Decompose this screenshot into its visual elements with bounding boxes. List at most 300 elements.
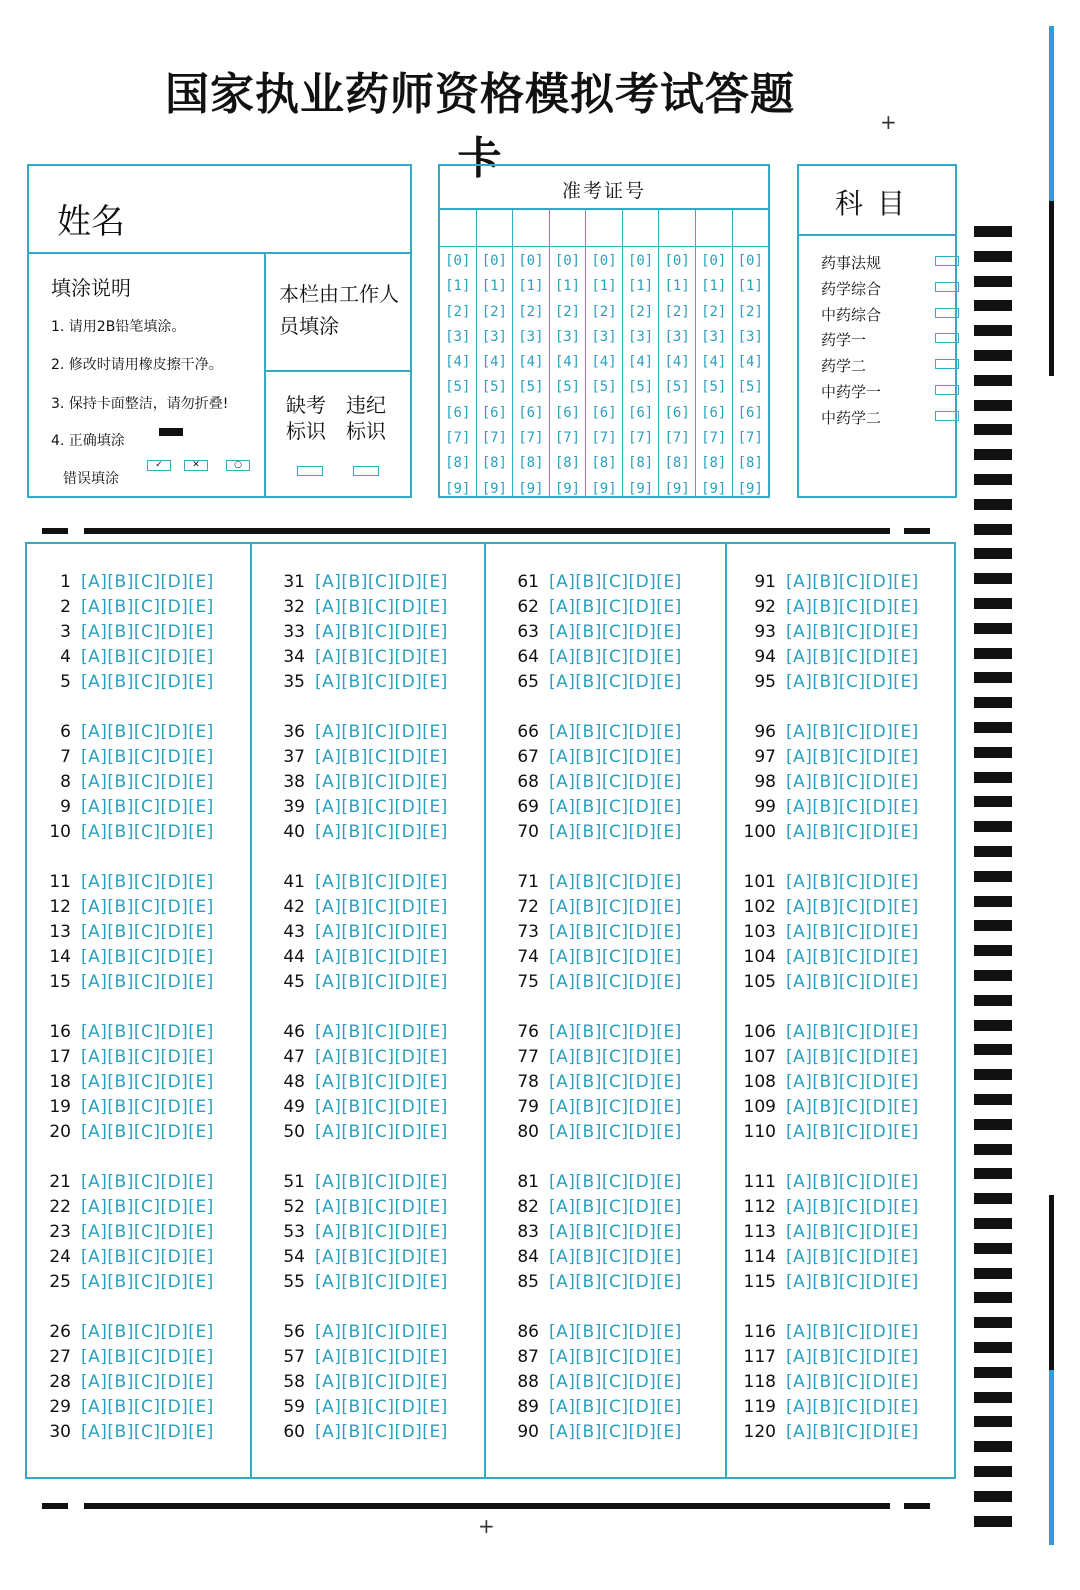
- edge-stripe: [1049, 201, 1054, 376]
- admission-digit-bubble[interactable]: [2]: [518, 303, 544, 320]
- admission-write-cell[interactable]: [623, 208, 659, 247]
- question-number: 19: [49, 1097, 71, 1117]
- wrong-fill-label: 错误填涂: [63, 471, 119, 487]
- answer-options[interactable]: [A][B][C][D][E]: [315, 1197, 448, 1217]
- admission-digit-bubble[interactable]: [4]: [554, 354, 581, 371]
- admission-digit-bubble[interactable]: [4]: [701, 354, 727, 371]
- answer-options[interactable]: [A][B][C][D][E]: [315, 672, 448, 692]
- admission-digit-bubble[interactable]: [2]: [627, 303, 654, 320]
- admission-digit-bubble[interactable]: [8]: [445, 455, 471, 472]
- admission-digit-bubble[interactable]: [6]: [591, 404, 617, 421]
- admission-digit-bubble[interactable]: [5]: [445, 379, 471, 396]
- answer-options[interactable]: [A][B][C][D][E]: [549, 922, 682, 942]
- answer-options[interactable]: [A][B][C][D][E]: [786, 1247, 919, 1267]
- admission-digit-bubble[interactable]: [6]: [481, 404, 507, 421]
- answer-options[interactable]: [A][B][C][D][E]: [786, 622, 919, 642]
- answer-options[interactable]: [A][B][C][D][E]: [315, 1022, 448, 1042]
- answer-options[interactable]: [A][B][C][D][E]: [786, 672, 919, 692]
- answer-options[interactable]: [A][B][C][D][E]: [549, 572, 682, 592]
- timing-mark: [974, 747, 1012, 758]
- answer-options[interactable]: [A][B][C][D][E]: [315, 1097, 448, 1117]
- subject-option[interactable]: [821, 355, 866, 376]
- admission-digit-bubble[interactable]: [1]: [481, 278, 507, 295]
- answer-options[interactable]: [A][B][C][D][E]: [315, 572, 448, 592]
- answer-options[interactable]: [A][B][C][D][E]: [786, 1072, 919, 1092]
- admission-digit-bubble[interactable]: [2]: [701, 303, 727, 320]
- answer-options[interactable]: [A][B][C][D][E]: [786, 1197, 919, 1217]
- admission-digit-column: [696, 208, 733, 496]
- admission-digit-bubble[interactable]: [2]: [554, 303, 581, 320]
- answer-options[interactable]: [A][B][C][D][E]: [315, 722, 448, 742]
- admission-digit-bubble[interactable]: [7]: [518, 430, 544, 447]
- question-number: 13: [49, 922, 71, 942]
- answer-options[interactable]: [A][B][C][D][E]: [786, 747, 919, 767]
- answer-options[interactable]: [A][B][C][D][E]: [549, 1347, 682, 1367]
- subject-option[interactable]: [821, 407, 881, 428]
- admission-digit-bubble[interactable]: [6]: [737, 404, 763, 421]
- subject-option[interactable]: [821, 329, 866, 350]
- admission-digit-bubble[interactable]: [8]: [701, 455, 727, 472]
- answer-options[interactable]: [A][B][C][D][E]: [315, 1372, 448, 1392]
- timing-mark: [974, 1119, 1012, 1130]
- answer-options[interactable]: [A][B][C][D][E]: [315, 1247, 448, 1267]
- answer-options[interactable]: [A][B][C][D][E]: [81, 647, 214, 667]
- admission-digit-bubble[interactable]: [2]: [664, 303, 690, 320]
- question-number: 43: [283, 922, 305, 942]
- question-row: [503, 647, 682, 667]
- answer-options[interactable]: [A][B][C][D][E]: [549, 672, 682, 692]
- question-number: 111: [743, 1172, 776, 1192]
- answer-options[interactable]: [A][B][C][D][E]: [315, 1122, 448, 1142]
- answer-options[interactable]: [A][B][C][D][E]: [786, 1372, 919, 1392]
- answer-options[interactable]: [A][B][C][D][E]: [786, 1322, 919, 1342]
- question-number: 51: [283, 1172, 305, 1192]
- admission-digit-bubble[interactable]: [3]: [664, 328, 690, 345]
- question-row: [269, 1072, 448, 1092]
- question-number: 65: [517, 672, 539, 692]
- question-number: 104: [743, 947, 776, 967]
- admission-digit-bubble[interactable]: [4]: [445, 354, 471, 371]
- admission-digit-bubble[interactable]: [2]: [591, 303, 617, 320]
- answer-options[interactable]: [A][B][C][D][E]: [81, 747, 214, 767]
- admission-digit-bubble[interactable]: [1]: [627, 278, 654, 295]
- admission-digit-bubble[interactable]: [5]: [518, 379, 544, 396]
- timing-mark: [974, 1144, 1012, 1155]
- answer-options[interactable]: [A][B][C][D][E]: [786, 822, 919, 842]
- answer-options[interactable]: [A][B][C][D][E]: [549, 1097, 682, 1117]
- question-row: [269, 1172, 448, 1192]
- admission-digit-bubble[interactable]: [1]: [554, 278, 581, 295]
- admission-digit-bubble[interactable]: [9]: [591, 480, 617, 497]
- answer-options[interactable]: [A][B][C][D][E]: [315, 1422, 448, 1442]
- answer-options[interactable]: [A][B][C][D][E]: [786, 1222, 919, 1242]
- answer-options[interactable]: [A][B][C][D][E]: [81, 1272, 214, 1292]
- admission-digit-bubble[interactable]: [0]: [591, 253, 617, 269]
- admission-digit-bubble[interactable]: [8]: [554, 455, 581, 472]
- answer-options[interactable]: [A][B][C][D][E]: [81, 622, 214, 642]
- admission-write-cell[interactable]: [513, 208, 549, 247]
- answer-options[interactable]: [A][B][C][D][E]: [81, 1347, 214, 1367]
- answer-options[interactable]: [A][B][C][D][E]: [549, 1322, 682, 1342]
- question-row: [269, 622, 448, 642]
- admission-write-cell[interactable]: [696, 208, 732, 247]
- admission-digit-bubble[interactable]: [0]: [445, 253, 471, 269]
- admission-digit-bubble[interactable]: [4]: [481, 354, 507, 371]
- admission-digit-bubble[interactable]: [9]: [481, 480, 507, 497]
- admission-digit-bubble[interactable]: [3]: [518, 328, 544, 345]
- answer-options[interactable]: [A][B][C][D][E]: [549, 597, 682, 617]
- answer-options[interactable]: [A][B][C][D][E]: [786, 772, 919, 792]
- answer-options[interactable]: [A][B][C][D][E]: [549, 1422, 682, 1442]
- admission-digit-bubble[interactable]: [0]: [701, 253, 727, 269]
- answer-options[interactable]: [A][B][C][D][E]: [549, 747, 682, 767]
- question-row: [35, 1322, 214, 1342]
- answer-options[interactable]: [A][B][C][D][E]: [315, 897, 448, 917]
- answer-options[interactable]: [A][B][C][D][E]: [786, 1047, 919, 1067]
- answer-options[interactable]: [A][B][C][D][E]: [81, 1247, 214, 1267]
- admission-digit-bubble[interactable]: [0]: [481, 253, 507, 269]
- answer-options[interactable]: [A][B][C][D][E]: [81, 922, 214, 942]
- admission-digit-bubble[interactable]: [8]: [664, 455, 690, 472]
- question-number: 1: [60, 572, 71, 592]
- answer-options[interactable]: [A][B][C][D][E]: [786, 1272, 919, 1292]
- timing-mark: [974, 920, 1012, 931]
- answer-options[interactable]: [A][B][C][D][E]: [81, 672, 214, 692]
- admission-digit-bubble[interactable]: [3]: [591, 328, 617, 345]
- answer-options[interactable]: [A][B][C][D][E]: [81, 1322, 214, 1342]
- answer-options[interactable]: [A][B][C][D][E]: [81, 1422, 214, 1442]
- answer-options[interactable]: [A][B][C][D][E]: [549, 1272, 682, 1292]
- admission-digit-bubble[interactable]: [7]: [627, 430, 654, 447]
- question-row: [269, 1322, 448, 1342]
- admission-digit-bubble[interactable]: [9]: [554, 480, 581, 497]
- admission-digit-bubble[interactable]: [9]: [701, 480, 727, 497]
- answer-options[interactable]: [A][B][C][D][E]: [549, 1197, 682, 1217]
- answer-options[interactable]: [A][B][C][D][E]: [786, 1022, 919, 1042]
- answer-options[interactable]: [A][B][C][D][E]: [315, 922, 448, 942]
- answer-options[interactable]: [A][B][C][D][E]: [549, 797, 682, 817]
- question-number: 68: [517, 772, 539, 792]
- question-row: [35, 797, 214, 817]
- answer-options[interactable]: [A][B][C][D][E]: [81, 947, 214, 967]
- answer-options[interactable]: [A][B][C][D][E]: [786, 972, 919, 992]
- answer-options[interactable]: [A][B][C][D][E]: [81, 797, 214, 817]
- admission-digit-bubble[interactable]: [9]: [627, 480, 654, 497]
- admission-digit-bubble[interactable]: [1]: [737, 278, 763, 295]
- admission-digit-bubble[interactable]: [3]: [701, 328, 727, 345]
- answer-options[interactable]: [A][B][C][D][E]: [315, 797, 448, 817]
- answer-options[interactable]: [A][B][C][D][E]: [786, 1172, 919, 1192]
- timing-mark: [974, 300, 1012, 311]
- answer-options[interactable]: [A][B][C][D][E]: [315, 1322, 448, 1342]
- subject-option[interactable]: [821, 252, 881, 273]
- question-row: [269, 872, 448, 892]
- admission-digit-bubble[interactable]: [0]: [554, 253, 581, 269]
- admission-digit-bubble[interactable]: [1]: [701, 278, 727, 295]
- answer-options[interactable]: [A][B][C][D][E]: [786, 1122, 919, 1142]
- admission-digit-bubble[interactable]: [6]: [627, 404, 654, 421]
- question-number: 31: [283, 572, 305, 592]
- question-number: 50: [283, 1122, 305, 1142]
- subject-option[interactable]: [821, 278, 881, 299]
- answer-options[interactable]: [A][B][C][D][E]: [549, 1222, 682, 1242]
- question-number: 37: [283, 747, 305, 767]
- subject-bubble[interactable]: [935, 411, 959, 421]
- admission-write-cell[interactable]: [550, 208, 586, 247]
- answer-options[interactable]: [A][B][C][D][E]: [549, 722, 682, 742]
- question-row: [503, 947, 682, 967]
- answer-options[interactable]: [A][B][C][D][E]: [315, 947, 448, 967]
- admission-digit-bubble[interactable]: [3]: [445, 328, 471, 345]
- answer-options[interactable]: [A][B][C][D][E]: [81, 897, 214, 917]
- answer-options[interactable]: [A][B][C][D][E]: [315, 597, 448, 617]
- admission-digit-bubble[interactable]: [7]: [554, 430, 581, 447]
- answer-options[interactable]: [A][B][C][D][E]: [81, 572, 214, 592]
- violation-bubble[interactable]: [353, 466, 379, 476]
- admission-digit-bubble[interactable]: [8]: [737, 455, 763, 472]
- answer-options[interactable]: [A][B][C][D][E]: [81, 1047, 214, 1067]
- subject-option[interactable]: [821, 381, 881, 402]
- admission-digit-bubble[interactable]: [4]: [591, 354, 617, 371]
- admission-digit-column: [440, 208, 477, 496]
- answer-options[interactable]: [A][B][C][D][E]: [786, 1097, 919, 1117]
- question-row: [269, 947, 448, 967]
- admission-digit-bubble[interactable]: [8]: [518, 455, 544, 472]
- answer-options[interactable]: [A][B][C][D][E]: [786, 872, 919, 892]
- subject-bubble[interactable]: [935, 333, 959, 343]
- question-row: [35, 1397, 214, 1417]
- answer-options[interactable]: [A][B][C][D][E]: [786, 1422, 919, 1442]
- answer-options[interactable]: [A][B][C][D][E]: [549, 1022, 682, 1042]
- answer-options[interactable]: [A][B][C][D][E]: [786, 797, 919, 817]
- answer-options[interactable]: [A][B][C][D][E]: [549, 822, 682, 842]
- admission-digit-bubble[interactable]: [5]: [554, 379, 581, 396]
- admission-digit-bubble[interactable]: [7]: [481, 430, 507, 447]
- admission-digit-bubble[interactable]: [8]: [591, 455, 617, 472]
- answer-options[interactable]: [A][B][C][D][E]: [81, 1172, 214, 1192]
- admission-digit-bubble[interactable]: [2]: [481, 303, 507, 320]
- admission-digit-bubble[interactable]: [6]: [664, 404, 690, 421]
- answer-options[interactable]: [A][B][C][D][E]: [81, 1022, 214, 1042]
- subject-option[interactable]: [821, 304, 881, 325]
- admission-digit-bubble[interactable]: [1]: [664, 278, 690, 295]
- answer-options[interactable]: [A][B][C][D][E]: [786, 922, 919, 942]
- timing-mark: [974, 325, 1012, 336]
- answer-options[interactable]: [A][B][C][D][E]: [315, 1047, 448, 1067]
- admission-digit-bubble[interactable]: [7]: [664, 430, 690, 447]
- answer-options[interactable]: [A][B][C][D][E]: [786, 897, 919, 917]
- admission-write-cell[interactable]: [586, 208, 622, 247]
- answer-options[interactable]: [A][B][C][D][E]: [549, 1072, 682, 1092]
- admission-digit-bubble[interactable]: [8]: [627, 455, 654, 472]
- admission-digit-bubble[interactable]: [6]: [554, 404, 581, 421]
- question-number: 14: [49, 947, 71, 967]
- admission-digit-bubble[interactable]: [0]: [737, 253, 763, 269]
- answer-options[interactable]: [A][B][C][D][E]: [81, 597, 214, 617]
- answer-options[interactable]: [A][B][C][D][E]: [549, 1247, 682, 1267]
- admission-digit-bubble[interactable]: [5]: [664, 379, 690, 396]
- answer-options[interactable]: [A][B][C][D][E]: [549, 897, 682, 917]
- answer-options[interactable]: [A][B][C][D][E]: [315, 1272, 448, 1292]
- admission-digit-bubble[interactable]: [9]: [664, 480, 690, 497]
- answer-options[interactable]: [A][B][C][D][E]: [549, 772, 682, 792]
- admission-digit-bubble[interactable]: [2]: [445, 303, 471, 320]
- admission-digit-bubble[interactable]: [7]: [737, 430, 763, 447]
- admission-digit-bubble[interactable]: [4]: [627, 354, 654, 371]
- question-number: 3: [60, 622, 71, 642]
- answer-options[interactable]: [A][B][C][D][E]: [786, 722, 919, 742]
- question-number: 67: [517, 747, 539, 767]
- answer-options[interactable]: [A][B][C][D][E]: [549, 972, 682, 992]
- answer-options[interactable]: [A][B][C][D][E]: [315, 1397, 448, 1417]
- question-number: 6: [60, 722, 71, 742]
- admission-digit-column: [586, 208, 623, 496]
- admission-digit-bubble[interactable]: [6]: [701, 404, 727, 421]
- subject-bubble[interactable]: [935, 256, 959, 266]
- admission-digit-bubble[interactable]: [1]: [518, 278, 544, 295]
- timing-mark: [974, 623, 1012, 634]
- instructions-title: 填涂说明: [51, 276, 131, 300]
- answer-options[interactable]: [A][B][C][D][E]: [786, 572, 919, 592]
- admission-digit-bubble[interactable]: [7]: [445, 430, 471, 447]
- answer-options[interactable]: [A][B][C][D][E]: [315, 1172, 448, 1192]
- question-number: 24: [49, 1247, 71, 1267]
- answer-options[interactable]: [A][B][C][D][E]: [81, 1397, 214, 1417]
- answer-options[interactable]: [A][B][C][D][E]: [81, 1072, 214, 1092]
- admission-write-cell[interactable]: [659, 208, 695, 247]
- question-row: [269, 722, 448, 742]
- admission-digit-bubble[interactable]: [9]: [737, 480, 763, 497]
- answer-options[interactable]: [A][B][C][D][E]: [786, 1397, 919, 1417]
- answer-options[interactable]: [A][B][C][D][E]: [315, 747, 448, 767]
- admission-write-cell[interactable]: [477, 208, 513, 247]
- correct-fill-example: [159, 428, 183, 436]
- edge-stripe: [1049, 1370, 1054, 1545]
- timing-mark: [974, 970, 1012, 981]
- admission-digit-bubble[interactable]: [5]: [737, 379, 763, 396]
- admission-digit-bubble[interactable]: [3]: [627, 328, 654, 345]
- answer-options[interactable]: [A][B][C][D][E]: [786, 947, 919, 967]
- subject-bubble[interactable]: [935, 308, 959, 318]
- answer-options[interactable]: [A][B][C][D][E]: [81, 972, 214, 992]
- answer-options[interactable]: [A][B][C][D][E]: [315, 1072, 448, 1092]
- question-number: 69: [517, 797, 539, 817]
- answer-options[interactable]: [A][B][C][D][E]: [786, 647, 919, 667]
- admission-digit-bubble[interactable]: [3]: [481, 328, 507, 345]
- timing-mark: [974, 1392, 1012, 1403]
- answer-options[interactable]: [A][B][C][D][E]: [786, 1347, 919, 1367]
- subject-bubble[interactable]: [935, 282, 959, 292]
- answer-options[interactable]: [A][B][C][D][E]: [81, 1197, 214, 1217]
- question-number: 99: [754, 797, 776, 817]
- admission-digit-bubble[interactable]: [4]: [518, 354, 544, 371]
- answer-options[interactable]: [A][B][C][D][E]: [315, 622, 448, 642]
- admission-digit-bubble[interactable]: [3]: [737, 328, 763, 345]
- answer-options[interactable]: [A][B][C][D][E]: [81, 872, 214, 892]
- answer-options[interactable]: [A][B][C][D][E]: [315, 822, 448, 842]
- question-number: 36: [283, 722, 305, 742]
- timing-mark: [974, 1441, 1012, 1452]
- question-row: [35, 747, 214, 767]
- admission-digit-bubble[interactable]: [5]: [591, 379, 617, 396]
- answer-options[interactable]: [A][B][C][D][E]: [315, 772, 448, 792]
- admission-digit-bubble[interactable]: [0]: [518, 253, 544, 269]
- answer-options[interactable]: [A][B][C][D][E]: [549, 1172, 682, 1192]
- timing-mark: [974, 276, 1012, 287]
- question-number: 73: [517, 922, 539, 942]
- admission-digit-bubble[interactable]: [5]: [701, 379, 727, 396]
- answer-options[interactable]: [A][B][C][D][E]: [315, 1222, 448, 1242]
- admission-digit-bubble[interactable]: [0]: [664, 253, 690, 269]
- question-row: [740, 1397, 919, 1417]
- question-number: 54: [283, 1247, 305, 1267]
- admission-digit-bubble[interactable]: [4]: [737, 354, 763, 371]
- answer-options[interactable]: [A][B][C][D][E]: [549, 647, 682, 667]
- subject-title: 科目: [834, 187, 919, 220]
- admission-digit-bubble[interactable]: [9]: [445, 480, 471, 497]
- answer-options[interactable]: [A][B][C][D][E]: [315, 872, 448, 892]
- admission-digit-bubble[interactable]: [9]: [518, 480, 544, 497]
- timing-mark: [974, 945, 1012, 956]
- answer-options[interactable]: [A][B][C][D][E]: [81, 1122, 214, 1142]
- question-number: 102: [743, 897, 776, 917]
- question-number: 77: [517, 1047, 539, 1067]
- answer-options[interactable]: [A][B][C][D][E]: [549, 1372, 682, 1392]
- answer-options[interactable]: [A][B][C][D][E]: [81, 822, 214, 842]
- answer-options[interactable]: [A][B][C][D][E]: [315, 647, 448, 667]
- answer-options[interactable]: [A][B][C][D][E]: [315, 1347, 448, 1367]
- answer-options[interactable]: [A][B][C][D][E]: [549, 947, 682, 967]
- subject-bubble[interactable]: [935, 385, 959, 395]
- answer-options[interactable]: [A][B][C][D][E]: [549, 872, 682, 892]
- absent-bubble[interactable]: [297, 466, 323, 476]
- answer-options[interactable]: [A][B][C][D][E]: [549, 1047, 682, 1067]
- timing-mark: [974, 524, 1012, 535]
- timing-mark: [974, 1020, 1012, 1031]
- answer-options[interactable]: [A][B][C][D][E]: [549, 622, 682, 642]
- answer-options[interactable]: [A][B][C][D][E]: [81, 722, 214, 742]
- admission-write-cell[interactable]: [733, 208, 769, 247]
- admission-digit-bubble[interactable]: [0]: [627, 253, 654, 269]
- admission-digit-bubble[interactable]: [4]: [664, 354, 690, 371]
- question-row: [740, 622, 919, 642]
- answer-options[interactable]: [A][B][C][D][E]: [81, 1097, 214, 1117]
- admission-digit-bubble[interactable]: [8]: [481, 455, 507, 472]
- answer-options[interactable]: [A][B][C][D][E]: [81, 1372, 214, 1392]
- admission-digit-bubble[interactable]: [1]: [591, 278, 617, 295]
- admission-digit-bubble[interactable]: [2]: [737, 303, 763, 320]
- admission-digit-bubble[interactable]: [5]: [627, 379, 654, 396]
- answer-options[interactable]: [A][B][C][D][E]: [81, 772, 214, 792]
- timing-mark: [974, 722, 1012, 733]
- answer-options[interactable]: [A][B][C][D][E]: [549, 1397, 682, 1417]
- question-number: 58: [283, 1372, 305, 1392]
- admission-digit-bubble[interactable]: [7]: [591, 430, 617, 447]
- admission-digit-bubble[interactable]: [5]: [481, 379, 507, 396]
- admission-digit-bubble[interactable]: [7]: [701, 430, 727, 447]
- admission-digit-bubble[interactable]: [1]: [445, 278, 471, 295]
- subject-bubble[interactable]: [935, 359, 959, 369]
- answer-options[interactable]: [A][B][C][D][E]: [315, 972, 448, 992]
- admission-digit-bubble[interactable]: [3]: [554, 328, 581, 345]
- admission-digit-bubble[interactable]: [6]: [445, 404, 471, 421]
- answer-options[interactable]: [A][B][C][D][E]: [786, 597, 919, 617]
- answer-options[interactable]: [A][B][C][D][E]: [549, 1122, 682, 1142]
- answer-options[interactable]: [A][B][C][D][E]: [81, 1222, 214, 1242]
- question-row: [503, 1222, 682, 1242]
- admission-digit-bubble[interactable]: [6]: [518, 404, 544, 421]
- admission-write-cell[interactable]: [440, 208, 476, 247]
